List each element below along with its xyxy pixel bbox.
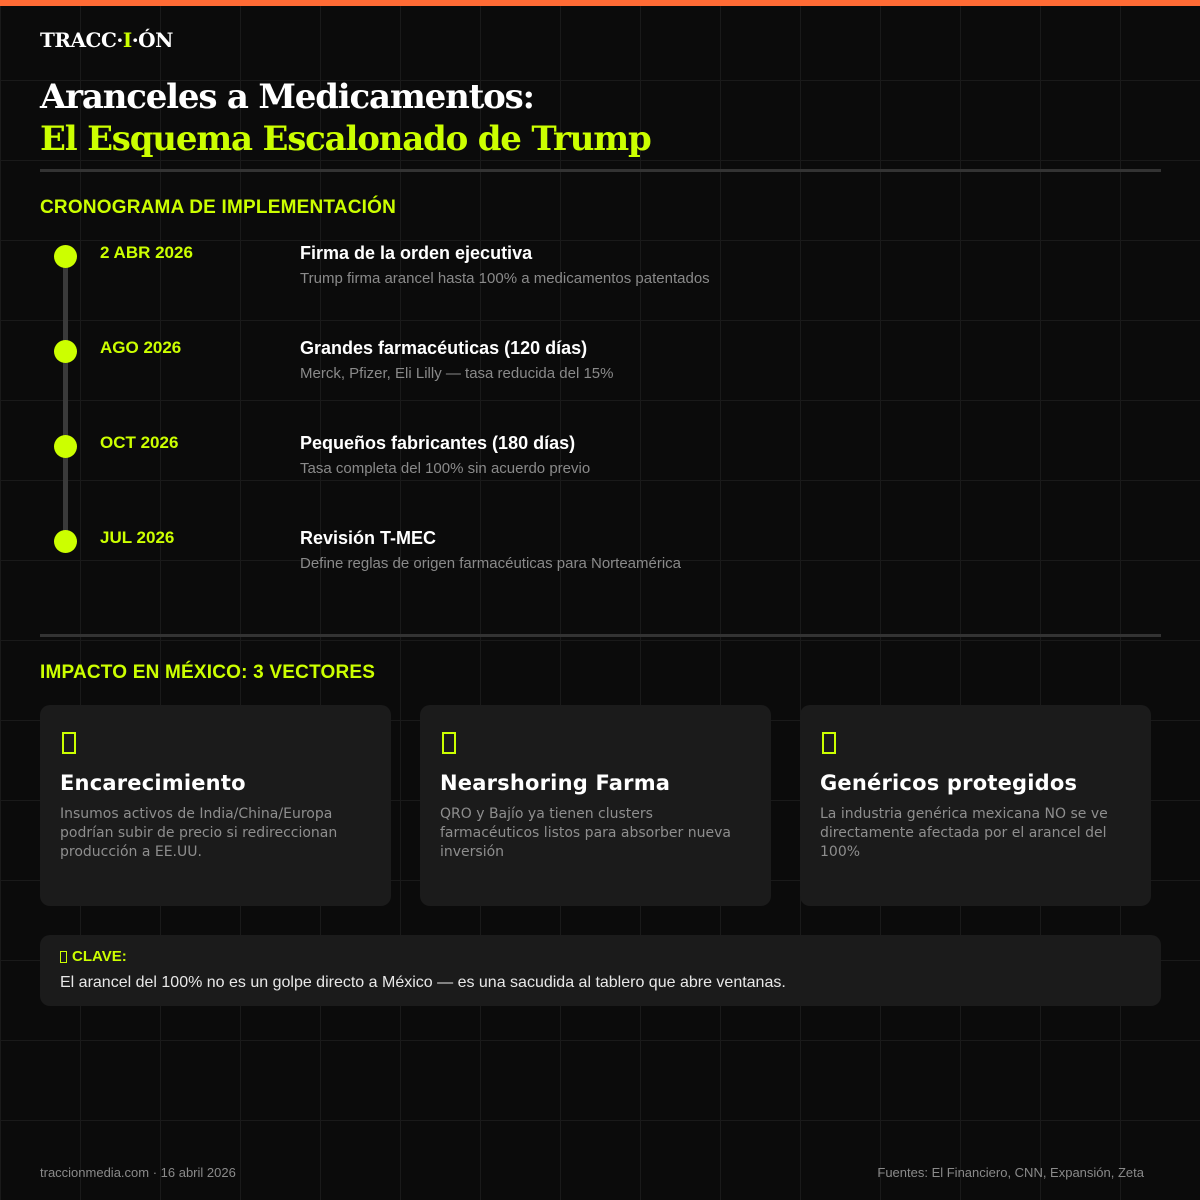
timeline-dot-icon [54, 530, 77, 553]
card-title: Genéricos protegidos [820, 771, 1078, 795]
logo-suffix: ·ÓN [131, 28, 173, 52]
timeline-title: Revisión T-MEC [300, 528, 437, 548]
timeline-dot-icon [54, 340, 77, 363]
timeline-date: AGO 2026 [100, 338, 182, 357]
missing-glyph-icon [822, 732, 836, 754]
missing-glyph-icon [62, 732, 76, 754]
impact-section-label: IMPACTO EN MÉXICO: 3 VECTORES [40, 662, 376, 683]
timeline-title: Pequeños fabricantes (180 días) [300, 433, 576, 453]
timeline-dot-icon [54, 245, 77, 268]
footer-sources: Fuentes: El Financiero, CNN, Expansión, Zeta [877, 1165, 1144, 1180]
divider [40, 634, 1161, 637]
divider [40, 169, 1161, 172]
key-text: El arancel del 100% no es un golpe directo a México — es una sacudida al tablero que abre ventanas. [60, 974, 786, 991]
top-accent-bar [0, 0, 1200, 6]
key-callout [40, 935, 1161, 1006]
key-label-row [60, 948, 127, 965]
timeline-desc: Merck, Pfizer, Eli Lilly — tasa reducida del 15% [300, 365, 614, 382]
timeline-dot-icon [54, 435, 77, 458]
timeline-date: OCT 2026 [100, 433, 179, 452]
timeline-section-label: CRONOGRAMA DE IMPLEMENTACIÓN [40, 197, 397, 218]
page-title [40, 76, 651, 160]
impact-card-nearshoring [420, 705, 771, 906]
footer-site-date: traccionmedia.com · 16 abril 2026 [40, 1165, 236, 1180]
logo-prefix: TRACC· [40, 28, 123, 52]
card-title: Nearshoring Farma [440, 771, 671, 795]
timeline-item [0, 528, 1200, 608]
timeline-title: Grandes farmacéuticas (120 días) [300, 338, 588, 358]
missing-glyph-icon [60, 951, 67, 963]
brand-logo [40, 28, 173, 52]
timeline-item [0, 338, 1200, 418]
card-body: QRO y Bajío ya tienen clusters farmacéuticos listos para absorber nueva inversión [440, 806, 731, 860]
timeline-title: Firma de la orden ejecutiva [300, 243, 533, 263]
timeline-date: JUL 2026 [100, 528, 175, 547]
logo-accent: I [122, 28, 132, 52]
title-line-1: Aranceles a Medicamentos: [40, 77, 534, 117]
card-body: La industria genérica mexicana NO se ve directamente afectada por el arancel del 100% [820, 806, 1108, 860]
timeline-desc: Trump firma arancel hasta 100% a medicamentos patentados [300, 270, 710, 287]
timeline-item [0, 243, 1200, 323]
card-body: Insumos activos de India/China/Europa podrían subir de precio si redireccionan producción a EE.UU. [60, 806, 338, 860]
card-title: Encarecimiento [60, 771, 246, 795]
key-label: CLAVE: [72, 948, 127, 965]
timeline-desc: Tasa completa del 100% sin acuerdo previo [300, 460, 591, 477]
timeline-date: 2 ABR 2026 [100, 243, 193, 262]
missing-glyph-icon [442, 732, 456, 754]
title-line-2: El Esquema Escalonado de Trump [40, 119, 651, 159]
impact-card-encarecimiento [40, 705, 391, 906]
impact-card-genericos [800, 705, 1151, 906]
timeline-desc: Define reglas de origen farmacéuticas para Norteamérica [300, 555, 682, 572]
timeline-item [0, 433, 1200, 513]
